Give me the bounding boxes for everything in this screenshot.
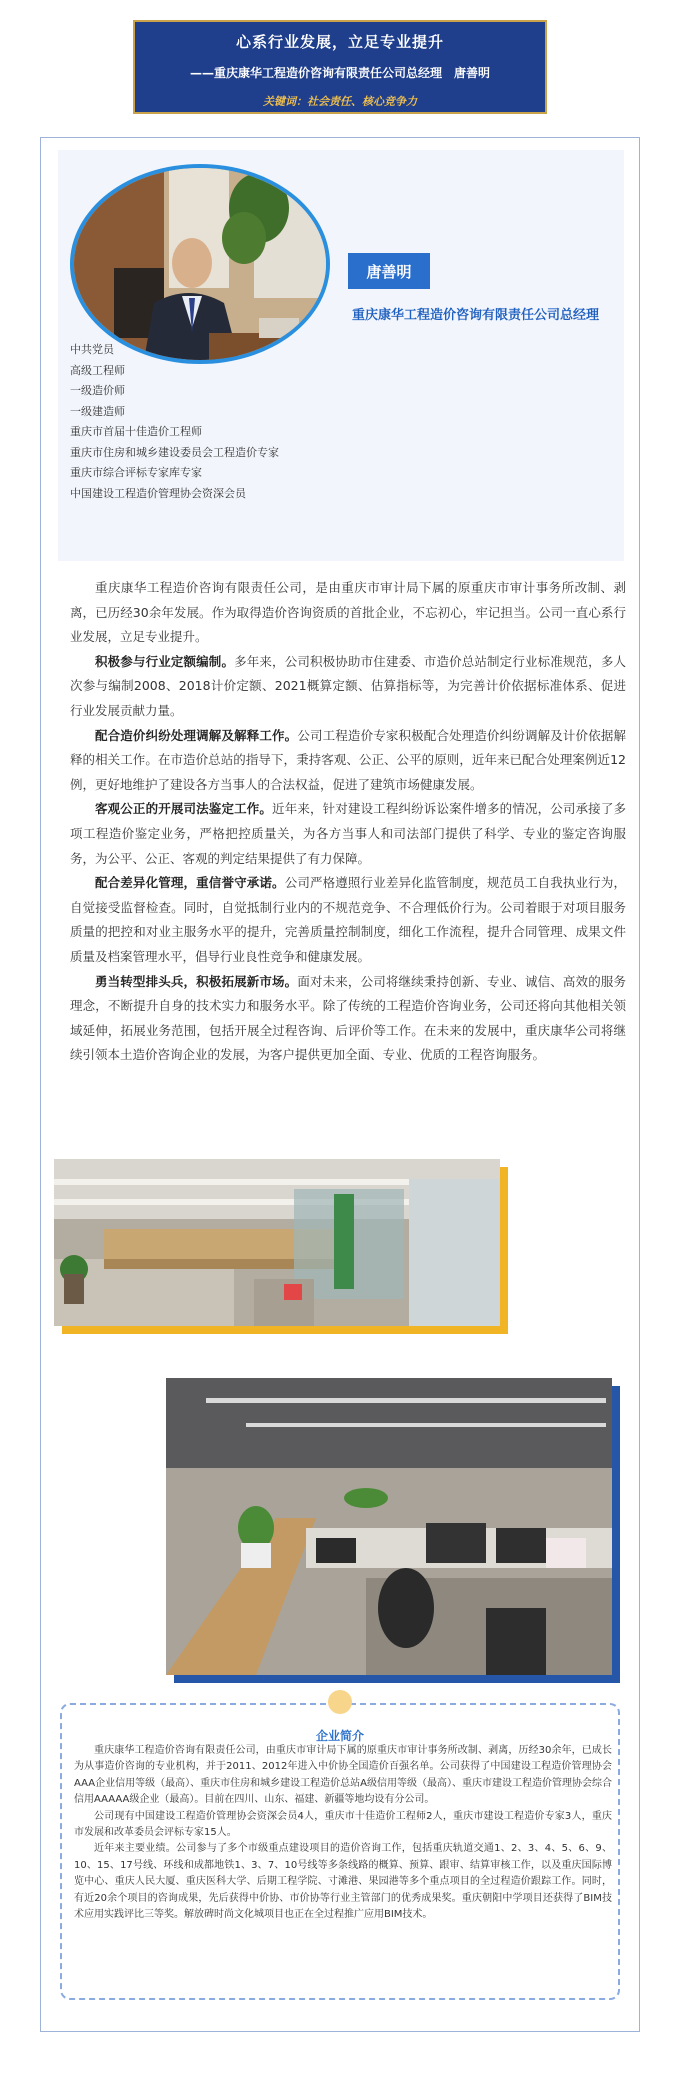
- article-paragraph: 重庆康华工程造价咨询有限责任公司，是由重庆市审计局下属的原重庆市审计事务所改制、剥离，已历经30余年发展。作为取得造价咨询资质的首批企业，不忘初心，牢记担当。公司一直心系行业发展，立足专业提升。: [70, 580, 626, 645]
- paragraph-lead: 配合造价纠纷处理调解及解释工作。: [95, 727, 298, 743]
- portrait-photo: [70, 164, 330, 364]
- credential-item: 重庆市首届十佳造价工程师: [70, 425, 202, 438]
- intro-paragraph: 近年来主要业绩。公司参与了多个市级重点建设项目的造价咨询工作，包括重庆轨道交通1、2、3、4、5、6、9、10、15、17号线、环线和成都地铁1、3、7、10号线等多条线路的概算、预算、跟审、结算审核工作，以及重庆国际博览中心、重庆人民大厦、重庆医科大学、后期工程学院、寸滩港、果园港等多个重点项目的全过程造价跟踪工作。同时，有近20余个项目的咨询成果，先后获得中价协、市价协等行业主管部门的优秀成果奖。重庆朝阳中学项目还获得了BIM技术应用实践评比三等奖。解放碑时尚文化城项目也正在全过程推广应用BIM技术。: [74, 1843, 612, 1921]
- paragraph-lead: 勇当转型排头兵，积极拓展新市场。: [95, 973, 298, 989]
- credentials-list: [70, 340, 360, 504]
- paragraph-lead: 积极参与行业定额编制。: [95, 653, 235, 669]
- office-illustration-2: [166, 1378, 612, 1675]
- office-photo-1: [54, 1159, 500, 1326]
- credential-item: 一级造价师: [70, 384, 125, 397]
- article-body: [70, 576, 626, 1068]
- article-paragraph: [70, 871, 626, 969]
- credential-item: 中共党员: [70, 343, 114, 356]
- intro-text: [74, 1743, 612, 1923]
- paragraph-lead: 配合差异化管理，重信誉守承诺。: [95, 875, 285, 891]
- credential-item: 一级建造师: [70, 404, 125, 418]
- portrait-illustration: [74, 168, 326, 360]
- office-photo-2: [166, 1378, 612, 1675]
- page-title: 心系行业发展，立足专业提升: [235, 33, 444, 51]
- credential-item: 高级工程师: [70, 363, 125, 377]
- name-tag: 唐善明: [348, 253, 430, 289]
- paragraph-body: 近年来，针对建设工程纠纷诉讼案件增多的情况，公司承接了多项工程造价鉴定业务，严格把控质量关，为各方当事人和司法部门提供了科学、专业的鉴定咨询服务，为公平、公正、客观的判定结果提供了有力保障。: [70, 801, 626, 866]
- intro-title: 企业简介: [315, 1729, 364, 1743]
- intro-dot-icon: [328, 1690, 352, 1714]
- intro-paragraph: 重庆康华工程造价咨询有限责任公司，由重庆市审计局下属的原重庆市审计事务所改制、剥离，历经30余年，已成长为从事造价咨询的专业机构，并于2011、2012年进入中价协全国造价百强名单。公司获得了中国建设工程造价管理协会AAA企业信用等级（最高）、重庆市住房和城乡建设工程造价总站A级信用等级（最高）、重庆市建设工程造价管理协会综合信用AAAAA级企业（最高）。目前在四川、山东、福建、新疆等地均设有分公司。: [74, 1745, 612, 1806]
- credential-item: 中国建设工程造价管理协会资深会员: [70, 486, 246, 500]
- keywords: 关键词：社会责任、核心竞争力: [263, 95, 417, 108]
- page-header: [133, 20, 547, 114]
- article-paragraph: [70, 970, 626, 1068]
- credential-item: 重庆市综合评标专家库专家: [70, 466, 202, 479]
- office-illustration-1: [54, 1159, 500, 1326]
- article-paragraph: [70, 724, 626, 798]
- paragraph-lead: 客观公正的开展司法鉴定工作。: [95, 801, 273, 817]
- credential-item: 重庆市住房和城乡建设委员会工程造价专家: [70, 445, 279, 459]
- page-subtitle: ——重庆康华工程造价咨询有限责任公司总经理 唐善明: [189, 66, 490, 80]
- article-paragraph: [70, 797, 626, 871]
- paragraph-body: 公司严格遵照行业差异化监管制度，规范员工自我执业行为，自觉接受监督检查。同时，自觉抵制行业内的不规范竞争、不合理低价行为。公司着眼于对项目服务质量的把控和对业主服务水平的提升，完善质量控制制度，细化工作流程，提升合同管理、成果文件质量及档案管理水平，倡导行业良性竞争和健康发展。: [70, 875, 626, 964]
- position-title: 重庆康华工程造价咨询有限责任公司总经理: [352, 308, 600, 323]
- article-paragraph: [70, 650, 626, 724]
- paragraph-body: 面对未来，公司将继续秉持创新、专业、诚信、高效的服务理念，不断提升自身的技术实力和服务水平。除了传统的工程造价咨询业务，公司还将向其他相关领域延伸，拓展业务范围，包括开展全过程咨询、后评价等工作。在未来的发展中，重庆康华公司将继续引领本土造价咨询企业的发展，为客户提供更加全面、专业、优质的工程咨询服务。: [70, 973, 626, 1063]
- intro-paragraph: 公司现有中国建设工程造价管理协会资深会员4人，重庆市十佳造价工程师2人，重庆市建设工程造价专家3人，重庆市发展和改革委员会评标专家15人。: [74, 1810, 612, 1839]
- paragraph-body: 公司工程造价专家积极配合处理造价纠纷调解及计价依据解释的相关工作。在市造价总站的指导下，秉持客观、公正、公平的原则，近年来已配合处理案例近12例，更好地维护了建设各方当事人的合法权益，促进了建筑市场健康发展。: [70, 727, 626, 792]
- paragraph-body: 多年来，公司积极协助市住建委、市造价总站制定行业标准规范，多人次参与编制2008、2018计价定额、2021概算定额、估算指标等，为完善计价依据标准体系、促进行业发展贡献力量。: [70, 653, 626, 718]
